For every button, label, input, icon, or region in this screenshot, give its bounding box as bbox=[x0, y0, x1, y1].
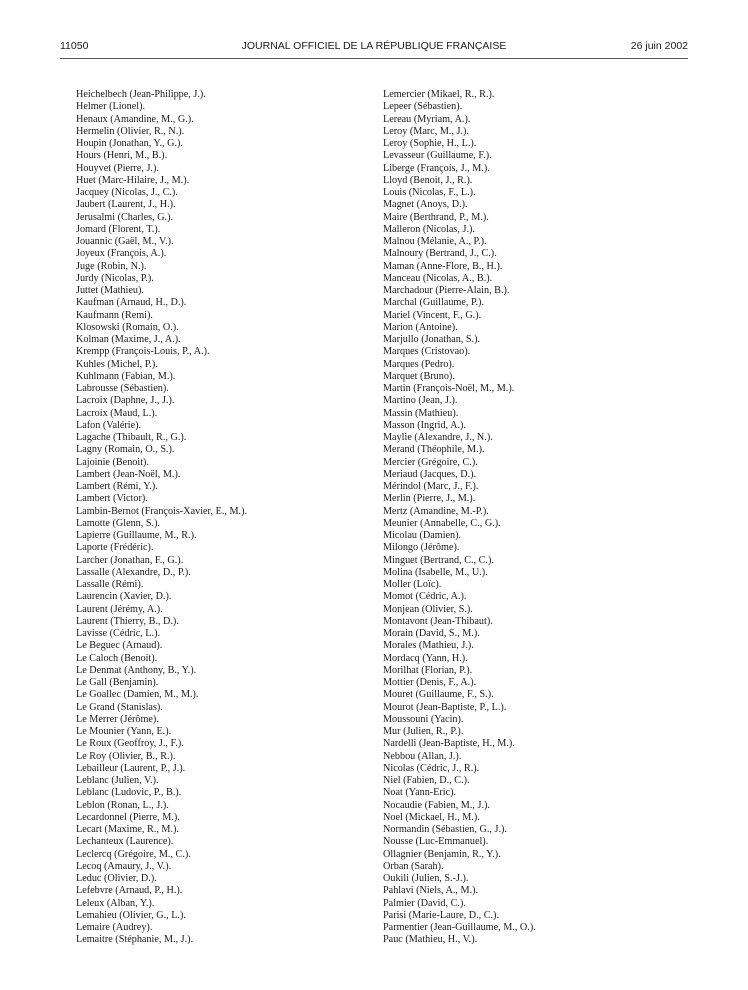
name-entry: Nardelli (Jean-Baptiste, H., M.). bbox=[383, 738, 515, 750]
name-entry: Merlin (Pierre, J., M.). bbox=[383, 493, 476, 505]
name-entry: Mariel (Vincent, F., G.). bbox=[383, 309, 482, 321]
name-entry: Normandin (Sébastien, G., J.). bbox=[383, 824, 507, 835]
name-entry: Noat (Yann-Eric). bbox=[383, 787, 457, 799]
name-entry: Moller (Loïc). bbox=[383, 579, 442, 590]
name-entry: Montavont (Jean-Thibaut). bbox=[383, 615, 493, 627]
name-entry: Jouannic (Gaël, M., V.). bbox=[76, 236, 174, 247]
name-entry: Laporte (Frédéric). bbox=[76, 542, 154, 554]
name-entry: Lacroix (Maud, L.). bbox=[76, 407, 158, 419]
name-entry: Malnoury (Bertrand, J., C.). bbox=[383, 248, 497, 260]
journal-title: JOURNAL OFFICIEL DE LA RÉPUBLIQUE FRANÇAISE bbox=[241, 40, 507, 52]
name-entry: Lambert (Rémi, Y.). bbox=[76, 481, 158, 492]
name-entry: Lafon (Valérie). bbox=[76, 419, 142, 431]
name-entry: Meriaud (Jacques, D.). bbox=[383, 468, 477, 480]
name-entry: Kaufmann (Remi). bbox=[76, 309, 153, 321]
name-entry: Lambin-Bernot (François-Xavier, E., M.). bbox=[76, 505, 248, 517]
name-entry: Lechanteux (Laurence). bbox=[76, 836, 174, 848]
name-entry: Houyvet (Pierre, J.). bbox=[76, 162, 159, 174]
name-entry: Leblanc (Ludovic, P., B.). bbox=[76, 787, 182, 799]
name-entry: Marjullo (Jonathan, S.). bbox=[383, 334, 481, 345]
name-entry: Moussouni (Yacin). bbox=[383, 713, 464, 725]
name-entry: Oukili (Julien, S.-J.). bbox=[383, 873, 469, 884]
name-entry: Jaubert (Laurent, J., H.). bbox=[76, 199, 176, 211]
name-entry: Jacquey (Nicolas, J., C.). bbox=[76, 187, 178, 198]
name-entry: Krempp (François-Louis, P., A.). bbox=[76, 346, 210, 358]
name-entry: Laurencin (Xavier, D.). bbox=[76, 591, 172, 603]
header-divider bbox=[60, 58, 688, 59]
name-entry: Martino (Jean, J.). bbox=[383, 395, 458, 407]
name-entry: Huet (Marc-Hilaire, J., M.). bbox=[76, 174, 190, 186]
name-entry: Lecart (Maxime, R., M.). bbox=[76, 824, 179, 835]
name-entry: Parisi (Marie-Laure, D., C.). bbox=[383, 909, 499, 921]
name-entry: Micolau (Damien). bbox=[383, 530, 462, 541]
name-entry: Leblon (Ronan, L., J.). bbox=[76, 799, 169, 811]
name-entry: Noel (Mickael, H., M.). bbox=[383, 811, 480, 823]
name-entry: Houpin (Jonathan, Y., G.). bbox=[76, 138, 183, 149]
name-entry: Nousse (Luc-Emmanuel). bbox=[383, 836, 489, 848]
name-entry: Lacroix (Daphne, J., J.). bbox=[76, 395, 175, 407]
name-entry: Leblanc (Julien, V.). bbox=[76, 775, 159, 786]
name-entry: Mourot (Jean-Baptiste, P., L.). bbox=[383, 701, 507, 713]
name-entry: Maylie (Alexandre, J., N.). bbox=[383, 432, 493, 443]
name-entry: Milongo (Jérôme). bbox=[383, 542, 460, 554]
name-entry: Lemaitre (Stéphanie, M., J.). bbox=[76, 934, 194, 946]
name-entry: Leroy (Sophie, H., L.). bbox=[383, 138, 477, 149]
name-entry: Kaufman (Arnaud, H., D.). bbox=[76, 297, 187, 309]
name-entry: Nicolas (Cédric, J., R.). bbox=[383, 762, 480, 774]
name-entry: Lereau (Myriam, A.). bbox=[383, 113, 471, 125]
name-entry: Lagache (Thibault, R., G.). bbox=[76, 432, 187, 443]
name-entry: Minguet (Bertrand, C., C.). bbox=[383, 554, 494, 566]
name-entry: Marques (Pedro). bbox=[383, 358, 455, 370]
name-entry: Niel (Fabien, D., C.). bbox=[383, 775, 470, 786]
name-entry: Laurent (Jérémy, A.). bbox=[76, 603, 163, 615]
publication-date: 26 juin 2002 bbox=[630, 40, 688, 52]
name-entry: Le Caloch (Benoit). bbox=[76, 652, 158, 664]
name-entry: Massin (Mathieu). bbox=[383, 407, 459, 419]
name-entry: Marion (Antoine). bbox=[383, 321, 458, 333]
page-number: 11050 bbox=[60, 40, 89, 52]
name-entry: Louis (Nicolas, F., L.). bbox=[383, 187, 476, 198]
name-entry: Klosowski (Romain, O.). bbox=[76, 321, 179, 333]
name-entry: Mercier (Grégoire, C.). bbox=[383, 456, 478, 468]
name-entry: Leroy (Marc, M., J.). bbox=[383, 125, 470, 137]
name-entry: Le Goallec (Damien, M., M.). bbox=[76, 689, 199, 701]
name-entry: Kolman (Maxime, J., A.). bbox=[76, 334, 181, 345]
name-entry: Parmentier (Jean-Guillaume, M., O.). bbox=[383, 922, 536, 933]
name-entry: Molina (Isabelle, M., U.). bbox=[383, 566, 488, 578]
name-entry: Marchal (Guillaume, P.). bbox=[383, 297, 484, 309]
name-entry: Pahlavi (Niels, A., M.). bbox=[383, 885, 479, 897]
name-entry: Juge (Robin, N.). bbox=[76, 260, 147, 272]
name-entry: Mertz (Amandine, M.-P.). bbox=[383, 505, 489, 517]
name-entry: Kuhles (Michel, P.). bbox=[76, 358, 158, 370]
name-entry: Jerusalmi (Charles, G.). bbox=[76, 211, 174, 223]
name-entry: Nebbou (Allan, J.). bbox=[383, 750, 462, 762]
name-entry: Monjean (Olivier, S.). bbox=[383, 603, 473, 615]
name-entry: Masson (Ingrid, A.). bbox=[383, 419, 466, 431]
name-entry: Lebailleur (Laurent, P., J.). bbox=[76, 762, 186, 774]
name-entry: Helmer (Lionel). bbox=[76, 101, 146, 113]
name-entry: Lambert (Jean-Noël, M.). bbox=[76, 468, 181, 480]
name-entry: Lamotte (Glenn, S.). bbox=[76, 517, 161, 529]
name-entry: Magnet (Anoys, D.). bbox=[383, 199, 468, 211]
name-entry: Marques (Cristovao). bbox=[383, 346, 471, 358]
name-entry: Lapierre (Guillaume, M., R.). bbox=[76, 530, 197, 541]
name-entry: Manceau (Nicolas, A., B.). bbox=[383, 272, 493, 284]
name-entry: Liberge (François, J., M.). bbox=[383, 162, 490, 174]
name-entry: Le Grand (Stanislas). bbox=[76, 701, 163, 713]
name-entry: Pauc (Mathieu, H., V.). bbox=[383, 934, 478, 946]
name-entry: Le Mounier (Yann, E.). bbox=[76, 726, 172, 737]
name-entry: Mérindol (Marc, J., F.). bbox=[383, 481, 479, 492]
name-entry: Kuhlmann (Fabian, M.). bbox=[76, 370, 176, 382]
name-entry: Lepeer (Sébastien). bbox=[383, 101, 463, 113]
name-entry: Nocaudie (Fabien, M., J.). bbox=[383, 799, 490, 811]
name-entry: Morilhat (Florian, P.). bbox=[383, 664, 473, 676]
name-entry: Le Gall (Benjamin). bbox=[76, 677, 159, 688]
name-entry: Lajoinie (Benoit). bbox=[76, 456, 149, 468]
name-entry: Le Roy (Olivier, B., R.). bbox=[76, 750, 176, 762]
name-entry: Juttet (Mathieu). bbox=[76, 285, 144, 296]
name-entry: Leduc (Olivier, D.). bbox=[76, 873, 157, 884]
name-entry: Lambert (Victor). bbox=[76, 493, 148, 505]
name-entry: Mur (Julien, R., P.). bbox=[383, 726, 464, 737]
name-entry: Levasseur (Guillaume, F.). bbox=[383, 150, 492, 162]
name-entry: Lassalle (Alexandre, D., P.). bbox=[76, 566, 191, 578]
name-entry: Leleux (Alban, Y.). bbox=[76, 897, 155, 909]
name-entry: Lemercier (Mikael, R., R.). bbox=[383, 89, 495, 100]
name-entry: Lavisse (Cédric, L.). bbox=[76, 628, 161, 639]
name-entry: Hours (Henri, M., B.). bbox=[76, 150, 168, 162]
name-entry: Joyeux (François, A.). bbox=[76, 248, 167, 260]
name-entry: Lefebvre (Arnaud, P., H.). bbox=[76, 885, 183, 897]
page-header bbox=[60, 40, 688, 54]
name-entry: Heichelbech (Jean-Philippe, J.). bbox=[76, 89, 206, 100]
name-entry: Lemahieu (Olivier, G., L.). bbox=[76, 909, 186, 921]
name-entry: Le Denmat (Anthony, B., Y.). bbox=[76, 664, 197, 676]
name-entry: Maman (Anne-Flore, B., H.). bbox=[383, 260, 503, 272]
name-entry: Labrousse (Sébastien). bbox=[76, 383, 169, 394]
name-entry: Malleron (Nicolas, J.). bbox=[383, 223, 475, 235]
name-entry: Lemaire (Audrey). bbox=[76, 922, 153, 933]
name-entry: Merand (Théophile, M.). bbox=[383, 444, 485, 456]
name-list-left-column bbox=[76, 89, 247, 947]
name-entry: Morales (Mathieu, J.). bbox=[383, 640, 474, 652]
name-entry: Mouret (Guillaume, F., S.). bbox=[383, 689, 494, 701]
name-entry: Larcher (Jonathan, F., G.). bbox=[76, 554, 184, 566]
name-entry: Le Roux (Geoffroy, J., F.). bbox=[76, 738, 184, 750]
name-entry: Lassalle (Rémi). bbox=[76, 579, 144, 590]
name-list-right-column bbox=[383, 89, 536, 947]
name-entry: Lecoq (Amaury, J., V.). bbox=[76, 860, 172, 872]
name-entry: Lloyd (Benoit, J., R.). bbox=[383, 174, 473, 186]
name-entry: Leclercq (Grégoire, M., C.). bbox=[76, 848, 191, 860]
name-entry: Laurent (Thierry, B., D.). bbox=[76, 615, 179, 627]
name-entry: Le Merrer (Jérôme). bbox=[76, 713, 159, 725]
name-entry: Marquet (Bruno). bbox=[383, 370, 455, 382]
name-entry: Marchadour (Pierre-Alain, B.). bbox=[383, 285, 510, 296]
name-entry: Momot (Cédric, A.). bbox=[383, 591, 467, 603]
name-entry: Jomard (Florent, T.). bbox=[76, 223, 161, 235]
name-entry: Mordacq (Yann, H.). bbox=[383, 652, 468, 664]
name-entry: Henaux (Amandine, M., G.). bbox=[76, 113, 194, 125]
name-entry: Palmier (David, C.). bbox=[383, 897, 466, 909]
name-entry: Mottier (Denis, F., A.). bbox=[383, 677, 477, 688]
name-entry: Ollagnier (Benjamin, R., Y.). bbox=[383, 848, 501, 860]
name-entry: Jurdy (Nicolas, P.). bbox=[76, 272, 154, 284]
name-entry: Martin (François-Noël, M., M.). bbox=[383, 383, 515, 394]
name-entry: Lagny (Romain, O., S.). bbox=[76, 444, 175, 456]
name-entry: Lecardonnel (Pierre, M.). bbox=[76, 811, 180, 823]
name-entry: Hermelin (Olivier, R., N.). bbox=[76, 125, 185, 137]
name-entry: Malnou (Mélanie, A., P.). bbox=[383, 236, 487, 247]
name-entry: Maire (Berthrand, P., M.). bbox=[383, 211, 489, 223]
name-entry: Meunier (Annabelle, C., G.). bbox=[383, 517, 501, 529]
name-entry: Le Beguec (Arnaud). bbox=[76, 640, 163, 652]
name-entry: Orban (Sarah). bbox=[383, 860, 444, 872]
name-entry: Morain (David, S., M.). bbox=[383, 628, 480, 639]
